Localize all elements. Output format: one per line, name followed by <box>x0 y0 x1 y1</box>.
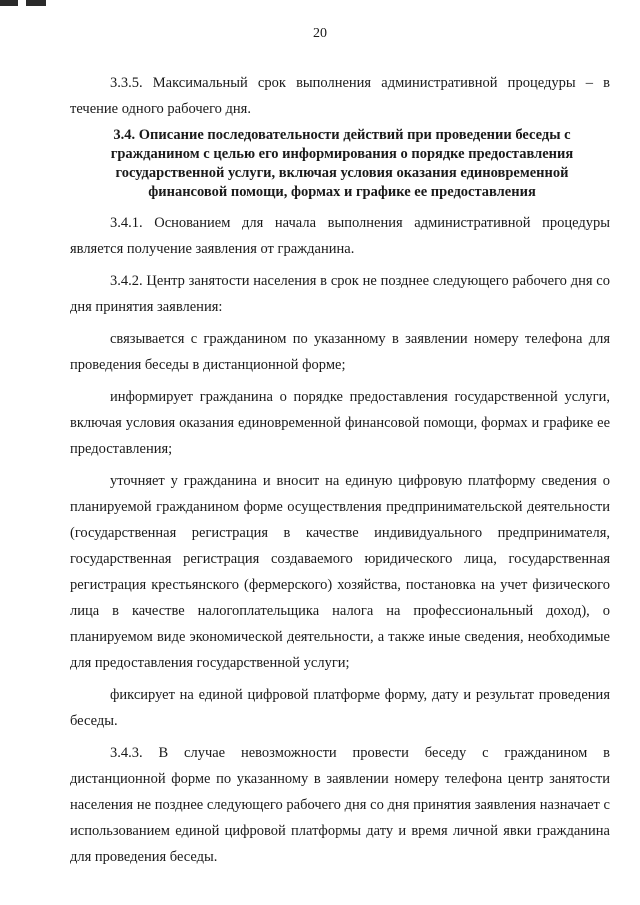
page-number: 20 <box>313 26 327 41</box>
paragraph-3-4-3: 3.4.3. В случае невозможности провести беседу с гражданином в дистанционной форме по указанному в заявлении номеру телефона центр занятости населения не позднее следующего рабочего дня со дня принятия заявления назначает с использованием единой цифровой платформы дату и время личной явки гражданина для проведения беседы. <box>70 745 610 865</box>
section-heading-3-4: 3.4. Описание последовательности действий при проведении беседы с гражданином с целью его информирования о порядке предоставления государственной услуги, включая условия оказания единовременной финансовой помощи, формах и графике ее предоставления <box>110 127 574 200</box>
paragraph-inform: информирует гражданина о порядке предоставления государственной услуги, включая условия оказания единовременной финансовой помощи, формах и графике ее предоставления; <box>70 389 610 457</box>
paragraph-contact: связывается с гражданином по указанному в заявлении номеру телефона для проведения беседы в дистанционной форме; <box>70 331 610 373</box>
paragraph-3-4-2: 3.4.2. Центр занятости населения в срок не позднее следующего рабочего дня со дня принятия заявления: <box>70 273 610 315</box>
scan-corner-mark <box>0 0 46 6</box>
paragraph-record: фиксирует на единой цифровой платформе форму, дату и результат проведения беседы. <box>70 687 610 729</box>
paragraph-3-4-1: 3.4.1. Основанием для начала выполнения административной процедуры является получение заявления от гражданина. <box>70 215 610 257</box>
document-body <box>70 70 610 870</box>
paragraph-clarify: уточняет у гражданина и вносит на единую цифровую платформу сведения о планируемой гражданином форме осуществления предпринимательской деятельности (государственная регистрация в качестве индивидуального предпринимателя, государственная регистрация создаваемого юридического лица, государственная регистрация крестьянского (фермерского) хозяйства, постановка на учет физического лица в качестве налогоплательщика налога на профессиональный доход), о планируемом виде экономической деятельности, а также иные сведения, необходимые для предоставления государственной услуги; <box>70 473 610 671</box>
paragraph-3-3-5: 3.3.5. Максимальный срок выполнения административной процедуры – в течение одного рабочего дня. <box>70 75 610 117</box>
